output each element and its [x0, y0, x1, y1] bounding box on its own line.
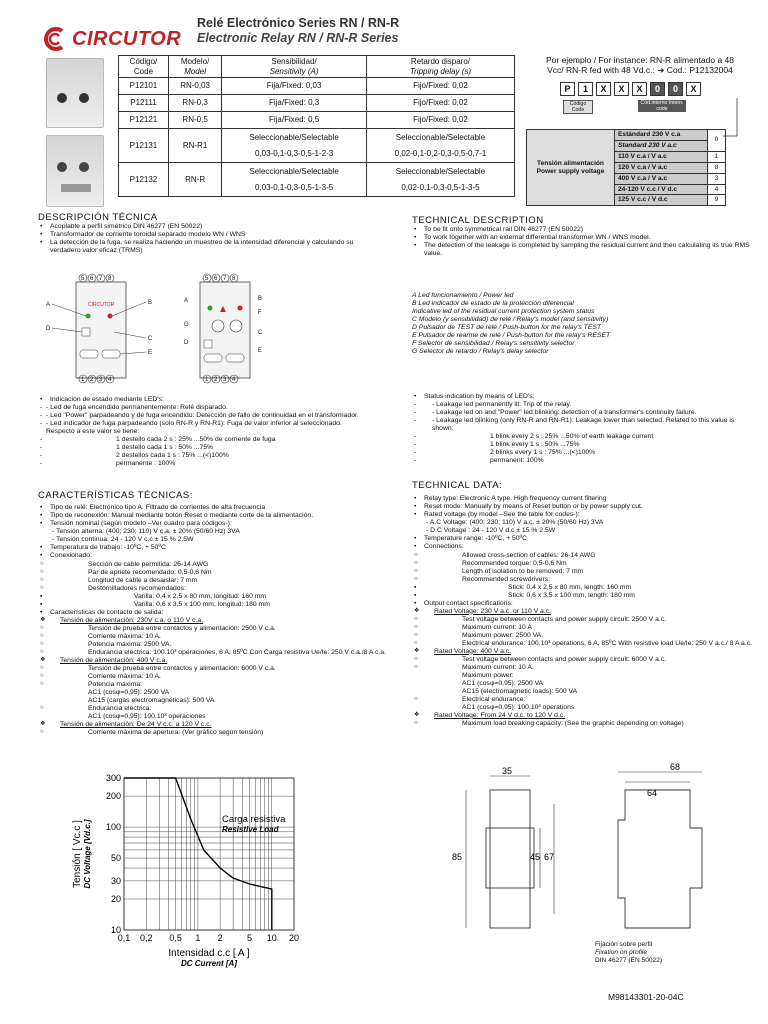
list-item: - 1 destello cada 2 s : 25% ...50% de corriente de fuga — [38, 436, 368, 444]
fixation-note — [595, 941, 662, 965]
list-item: ❖ Tensión de alimentación: De 24 V c.c. a 120 V c.c. — [38, 721, 388, 729]
code-digit: X — [686, 82, 701, 96]
list-item: ○ Tensión de prueba entre contactos y alimentación: 2500 V c.a. — [38, 625, 388, 633]
cell-model: RN-R1 — [168, 129, 221, 163]
svg-text:E: E — [148, 350, 153, 356]
list-item: ○ Longitud de cable a desaislar: 7 mm — [38, 577, 388, 585]
voltage-code: 1 — [708, 151, 726, 162]
list-item: • Output contact specifications: — [412, 600, 757, 608]
svg-text:6: 6 — [90, 276, 94, 282]
cell-sensitivity: Fija/Fixed: 0,3 — [222, 95, 367, 112]
x-axis-label-en: DC Current [A] — [181, 959, 237, 968]
list-item: - 2 blinks every 1 s : 75% ...(<)100% — [412, 449, 752, 457]
x-tick-label: 10 — [266, 933, 277, 943]
voltage-option: 400 V c.a / V a.c — [615, 173, 708, 184]
cell-sensitivity: Seleccionable/Selectable — [222, 163, 367, 180]
table-row — [527, 130, 726, 141]
svg-text:G: G — [184, 322, 189, 328]
voltage-option: Estándard 230 V c.a — [615, 130, 708, 141]
list-item: ○ Test voltage between contacts and power supply circuit: 6000 V a.c. — [412, 656, 757, 664]
list-item: - 1 destello cada 1 s : 50% ...75% — [38, 444, 368, 452]
list-item: AC15 (cargas electromagnéticas): 500 VA — [88, 696, 215, 704]
list-item: AC15 (electromagnetic loads): 500 VA — [462, 687, 578, 695]
legend-item: Indicative led of the residual current protection system status — [412, 308, 595, 316]
legend-item: C Modelo (y sensibilidad) de relé / Relay's model (and sensitivity) — [412, 316, 609, 324]
x-tick-label: 0,2 — [139, 933, 153, 943]
list-item: - - Led de fuga encendido permanentemente: Relé disparado. — [38, 404, 368, 412]
description-list — [412, 226, 752, 258]
voltage-label: Tensión alimentación Power supply voltage — [527, 130, 615, 206]
title-en: Electronic Relay RN / RN-R Series — [197, 31, 399, 45]
cell-sensitivity: Fija/Fixed: 0,5 — [222, 112, 367, 129]
code-boxes — [560, 82, 701, 96]
list-item: ○ Maximum power: 2500 VA. — [412, 632, 757, 640]
title-es: Relé Electrónico Series RN / RN-R — [197, 16, 400, 30]
y-axis-label-en: DC Voltage [Vd.c.] — [83, 819, 92, 889]
table-row — [119, 112, 515, 129]
list-item: ○ Potencia máxima: 2500 VA. — [38, 641, 388, 649]
list-item: - permanente : 100% — [38, 460, 368, 468]
voltage-code: 0 — [708, 130, 726, 152]
code-digit: 0 — [668, 82, 683, 96]
svg-text:8: 8 — [108, 276, 112, 282]
col-header-sensitivity: Sensibilidad/ Sensitivity (A) — [222, 56, 367, 78]
list-item: • Status indication by means of LED's: — [412, 393, 752, 401]
list-item: - - Led indicador de fuga parpadeando (solo RN-R y RN-R1): Fuga de valor inferior al seleccionado. Respecto a este valor se tiene: — [38, 420, 368, 436]
col-header-model: Modelo/ Model — [168, 56, 221, 78]
list-item: • Indicación de estado mediante LED's: — [38, 396, 368, 404]
list-item: - 2 destellos cada 1 s : 75% ...(<)100% — [38, 452, 368, 460]
device-rn-diagram — [46, 274, 153, 383]
list-item: ○ Corriente máxima de apertura: (Ver gráfico según tensión) — [38, 729, 388, 737]
description-en — [412, 215, 752, 258]
list-item: • Reset mode: Manually by means of Reset button or by power supply cut. — [412, 503, 757, 511]
led-legend — [412, 292, 752, 356]
code-digit: X — [614, 82, 629, 96]
svg-text:7: 7 — [99, 276, 103, 282]
table-header-row — [119, 56, 515, 78]
cell-delay: Seleccionable/Selectable — [366, 163, 514, 180]
list-item: ○ Endurancia eléctrica: 100.10³ operaciones, 6 A, 85ºC Con Carga resistiva Ue/Ie: 250 V c.a./8 A c.a. — [38, 649, 388, 657]
code-digit: 1 — [578, 82, 593, 96]
cell-model: RN-0,3 — [168, 95, 221, 112]
device-rn-r-diagram — [184, 274, 263, 383]
section-title: TECHNICAL DATA: — [412, 480, 503, 491]
code-digit: P — [560, 82, 575, 96]
list-item: AC1 (cosφ=0,95): 100.10³ operations — [462, 703, 575, 711]
cell-code: P12131 — [119, 129, 169, 163]
list-item: AC1 (cosφ=0,95): 2500 VA — [88, 688, 170, 696]
list-item: • Tipo de relé: Electrónico tipo A. Filtrado de corrientes de alta frecuencia — [38, 504, 388, 512]
x-tick-label: 5 — [247, 933, 253, 943]
voltage-option: 120 V c.a / V a.c — [615, 162, 708, 173]
svg-text:1: 1 — [81, 377, 85, 383]
list-item: • Connections: — [412, 543, 757, 551]
cell-delay: Fijo/Fixed: 0,02 — [366, 112, 514, 129]
section-title: CARACTERÍSTICAS TÉCNICAS: — [38, 490, 193, 501]
legend-item: B Led indicador de estado de la protección diferencial — [412, 300, 574, 308]
document-code: M98143301-20-04C — [608, 992, 684, 1002]
list-item: ○ Corriente máxima: 10 A. — [38, 633, 388, 641]
col-header-code: Código/ Code — [119, 56, 169, 78]
svg-text:2: 2 — [214, 377, 218, 383]
circutor-logo-icon — [40, 27, 68, 51]
list-item: ○ Par de apriete recomendado: 0,5-0,6 Nm — [38, 569, 388, 577]
list-item: - Tensión alterna: (400; 230; 110) V c.a. ± 20% (50/60 Hz) 3VA — [52, 528, 240, 536]
y-axis-label: Tensión [ Vc.c ] — [72, 820, 83, 888]
cell-delay-range: 0,02-0,1-0,2-0,3-0,5-0,7-1 — [366, 146, 514, 163]
list-item: • La detección de la fuga, se realiza haciendo un muestreo de la intensidad diferencial y calculando su verdadero valor eficaz (TRMS) — [38, 239, 383, 255]
list-item: ○ Sección de cable permitida: 26-14 AWG — [38, 561, 388, 569]
svg-text:C: C — [258, 330, 263, 336]
list-item: • Conexionado: — [38, 552, 388, 560]
list-item: - - Leakage led permanently lit: Trip of the relay. — [412, 401, 752, 409]
list-item: - D.C Voltage : 24 - 120 V d.c ± 15 % 2.5W — [426, 527, 556, 535]
breaking-capacity-chart — [68, 770, 308, 980]
tech-data-en — [412, 480, 757, 728]
x-axis-label: Intensidad c.c [ A ] — [168, 948, 250, 959]
list-item: ○ Electrical endurance: 100.10³ operations, 6 A, 85ºC With resistive load Ue/Ie: 250 V a.c./ 8 A a.c. — [412, 640, 757, 648]
legend-item: F Selector de sensibilidad / Relay's sensitivity selector — [412, 340, 575, 348]
y-tick-label: 20 — [110, 894, 121, 905]
list-item: - 1 blink every 1 s : 50% ...75% — [412, 441, 752, 449]
list-item: - Tensión continua: 24 - 120 V c.c ± 15 % 2.5W — [52, 536, 194, 544]
legend-item: D Pulsador de TEST de relé / Push-button for the relay's TEST — [412, 324, 602, 332]
list-item: ○ Maximum current: 10 A. — [412, 664, 757, 672]
voltage-code: 3 — [708, 173, 726, 184]
cell-delay: Fijo/Fixed: 0,02 — [366, 95, 514, 112]
list-item: ▪ Stick: 0,4 x 2,5 x 80 mm, length: 160 mm — [412, 584, 757, 592]
table-row — [119, 78, 515, 95]
dimensions-drawing — [440, 762, 760, 948]
voltage-code: 9 — [708, 195, 726, 206]
tech-list — [412, 495, 757, 727]
y-tick-label: 50 — [110, 853, 121, 864]
cell-sensitivity-range: 0,03-0,1-0,3-0,5-1-3-5 — [222, 180, 367, 197]
y-tick-label: 100 — [105, 822, 121, 833]
svg-text:4: 4 — [232, 377, 236, 383]
list-item: • Tipo de reconexión: Manual mediante botón Reset o mediante corte de la alimentación. — [38, 512, 388, 520]
list-item: - A.C Voltage: (400; 230; 110) V a.c. ± 20% (50/60 Hz) 3VA — [426, 519, 604, 527]
list-item: ○ Destornilladores recomendados: — [38, 585, 388, 593]
cell-code: P12111 — [119, 95, 169, 112]
svg-text:4: 4 — [108, 377, 112, 383]
svg-text:8: 8 — [232, 276, 236, 282]
cell-code: P12121 — [119, 112, 169, 129]
intern-code-label: Cód.interno Intern. code — [638, 100, 686, 112]
products-table — [118, 55, 515, 197]
list-item: • Acoplable a perfil simétrico DIN 46277 (EN 50022) — [38, 223, 383, 231]
list-item: • To work together with an external differential transformer WN / WNS model. — [412, 234, 752, 242]
list-item: ❖ Tensión de alimentación: 400 V c.a. — [38, 657, 388, 665]
cell-code: P12101 — [119, 78, 169, 95]
svg-text:D: D — [46, 326, 51, 332]
svg-text:A: A — [184, 298, 189, 304]
device-front-diagrams — [40, 268, 280, 390]
svg-text:B: B — [148, 300, 153, 306]
y-tick-label: 30 — [110, 875, 121, 886]
dim-35: 35 — [502, 766, 513, 776]
cell-model: RN-0,5 — [168, 112, 221, 129]
list-item: ○ Test voltage between contacts and power supply circuit: 2500 V a.c. — [412, 616, 757, 624]
cell-model: RN-0,03 — [168, 78, 221, 95]
code-example — [520, 55, 760, 75]
list-item: - permanent: 100% — [412, 457, 752, 465]
tech-list — [38, 504, 388, 736]
page-title — [197, 16, 399, 46]
svg-text:7: 7 — [223, 276, 227, 282]
voltage-option: 24-120 V c.c / V d.c — [615, 184, 708, 195]
list-item: • The detection of the leakage is completed by sampling the residual current and then calculating its true RMS value. — [412, 242, 752, 258]
dim-45: 45 — [530, 852, 541, 862]
svg-text:6: 6 — [214, 276, 218, 282]
brand-logo — [40, 24, 180, 54]
y-tick-label: 200 — [105, 791, 121, 802]
svg-text:5: 5 — [81, 276, 85, 282]
legend-item: A Led funcionamiento / Power led — [412, 292, 514, 299]
list-item: • Temperatura de trabajo: -10ºC, + 50ºC — [38, 544, 388, 552]
list-item: ○ Length of isolation to be removed: 7 mm — [412, 568, 757, 576]
description-list — [38, 223, 383, 255]
x-tick-label: 0,5 — [169, 933, 182, 943]
cell-model: RN-R — [168, 163, 221, 197]
y-tick-label: 10 — [110, 925, 121, 935]
svg-text:A: A — [46, 302, 51, 308]
x-tick-label: 1 — [195, 933, 201, 943]
example-line-2: Vcc/ RN-R fed with 48 Vd.c.: ➔ Cod.: P12132004 — [547, 65, 733, 76]
list-item: • Características de contacto de salida: — [38, 609, 388, 617]
code-digit: X — [632, 82, 647, 96]
list-item: ❖ Rated Voltage: From 24 V d.c. to 120 V d.c. — [412, 712, 757, 720]
cell-sensitivity: Seleccionable/Selectable — [222, 129, 367, 146]
list-item: • To be fit onto symmetrical rail DIN 46277 (EN 50022) — [412, 226, 752, 234]
col-header-delay: Retardo disparo/ Tripping delay (s) — [366, 56, 514, 78]
cell-sensitivity-range: 0,03-0,1-0,3-0,5-1-2-3 — [222, 146, 367, 163]
table-row — [119, 95, 515, 112]
cell-delay: Fijo/Fixed: 0,02 — [366, 78, 514, 95]
svg-text:5: 5 — [205, 276, 209, 282]
list-item: • Rated voltage (by model –See the table for codes-): — [412, 511, 757, 519]
chart-title: Carga resistiva — [222, 814, 286, 825]
description-es — [38, 212, 383, 255]
list-item: • Tensión nominal (según modelo –Ver cuadro para códigos-): — [38, 520, 388, 528]
x-tick-label: 20 — [288, 933, 300, 943]
cell-code: P12132 — [119, 163, 169, 197]
voltage-table — [526, 129, 726, 206]
list-item: ○ Corriente máxima: 10 A. — [38, 673, 388, 681]
voltage-code: 8 — [708, 162, 726, 173]
product-photo-rn — [46, 58, 104, 128]
svg-text:B: B — [258, 296, 263, 302]
list-item: ○ Endurancia eléctrica: — [38, 705, 388, 713]
cell-delay: Seleccionable/Selectable — [366, 129, 514, 146]
list-item: - - Led "Power" parpadeando y de fuga encendido: Detección de fallo de continuidad en el transformador. — [38, 412, 368, 420]
legend-item: G Selector de retardo / Relay's delay selector — [412, 348, 549, 356]
led-status-en — [412, 393, 752, 465]
legend-item: E Pulsador de rearme de relé / Push-button for the relay's RESET — [412, 332, 611, 340]
svg-text:3: 3 — [99, 377, 103, 383]
list-item: • Transformador de corriente toroidal separado modelo WN / WNS — [38, 231, 383, 239]
list-item: ❖ Tensión de alimentación: 230V c.a. o 110 V c.a. — [38, 617, 388, 625]
fixation-din: DIN 46277 (EN 50022) — [595, 956, 663, 964]
list-item: ❖ Rated Voltage: 400 V a.c. — [412, 648, 757, 656]
list-item: ○ Tensión de prueba entre contactos y alimentación: 6000 V c.a. — [38, 665, 388, 673]
svg-text:3: 3 — [223, 377, 227, 383]
voltage-option: 125 V c.c / V d.c — [615, 195, 708, 206]
list-item: ○ Electrical endurance: — [412, 696, 757, 704]
cell-delay-range: 0,02-0,1-0,3-0,5-1-3-5 — [366, 180, 514, 197]
svg-text:C: C — [148, 336, 153, 342]
section-title: TECHNICAL DESCRIPTION — [412, 215, 544, 226]
example-line-1: Por ejemplo / For instance: RN-R alimentado a 48 — [545, 55, 735, 65]
fixation-es: Fijación sobre perfil — [595, 941, 653, 948]
dim-85: 85 — [452, 852, 463, 862]
svg-text:2: 2 — [90, 377, 94, 383]
list-item: ○ Recommended torque: 0,5-0,6 Nm — [412, 560, 757, 568]
list-item: ○ Potencia máxima: — [38, 681, 388, 689]
brand-name: CIRCUTOR — [72, 28, 182, 50]
list-item: - - Leakage led blinking (only RN-R and RN-R1): Leakage lower than selected. Related to this value is shown: — [412, 417, 752, 433]
tech-data-es — [38, 490, 388, 737]
x-tick-label: 2 — [217, 933, 223, 943]
chart-subtitle: Resistive Load — [222, 825, 279, 834]
list-item: ○ Allowed cross-section of cables: 26-14 AWG — [412, 552, 757, 560]
table-row — [119, 163, 515, 180]
list-item: ▪ Stick: 0,6 x 3,5 x 100 mm, length: 180 mm — [412, 592, 757, 600]
list-item: Maximum power: — [462, 671, 514, 679]
svg-text:F: F — [258, 310, 262, 316]
svg-text:D: D — [184, 340, 189, 346]
dim-67: 67 — [544, 852, 555, 862]
svg-text:E: E — [258, 348, 263, 354]
dim-64: 64 — [647, 788, 658, 798]
voltage-option: Standard 230 V a.c — [615, 140, 708, 151]
list-item: ○ Maximum load breaking capacity: (See the graphic depending on voltage) — [412, 720, 757, 728]
cell-sensitivity: Fija/Fixed: 0,03 — [222, 78, 367, 95]
led-status-es — [38, 396, 368, 468]
list-item: ▪ Varilla: 0,4 x 2,5 x 80 mm, longitud: 160 mm — [38, 593, 388, 601]
table-row — [119, 129, 515, 146]
list-item: ❖ Rated Voltage: 230 V a.c. or 110 V a.c. — [412, 608, 757, 616]
code-digit: 0 — [650, 82, 665, 96]
voltage-code: 4 — [708, 184, 726, 195]
product-photo-rn-r — [46, 135, 104, 207]
list-item: • Relay type: Electronic A type. High frequency current filtering — [412, 495, 757, 503]
list-item: • Temperature range: -10ºC, + 50ºC — [412, 535, 757, 543]
list-item: ○ Recommended screwdrivers: — [412, 576, 757, 584]
svg-text:CIRCUTOR: CIRCUTOR — [88, 302, 115, 308]
list-item: - - Leakage led on and "Power" led blinking: detection of a transformer's continuity failure. — [412, 409, 752, 417]
code-digit: X — [596, 82, 611, 96]
list-item: AC1 (cosφ=0,95): 100.10³ operaciones — [88, 712, 206, 720]
fixation-en: Fixation on profile — [595, 948, 648, 956]
code-label: Código Code — [563, 100, 593, 114]
list-item: ▪ Varilla: 0,6 x 3,5 x 100 mm, longitud: 180 mm — [38, 601, 388, 609]
list-item: ○ Maximum current: 10 A — [412, 624, 757, 632]
section-title: DESCRIPCIÓN TÉCNICA — [38, 212, 158, 223]
x-tick-label: 0,1 — [117, 933, 131, 943]
list-item: AC1 (cosφ=0,95): 2500 VA — [462, 679, 544, 687]
dim-68: 68 — [670, 762, 681, 772]
y-tick-label: 300 — [105, 773, 121, 783]
list-item: - 1 blink every 2 s : 25% ...50% of earth leakage current — [412, 433, 752, 441]
svg-text:1: 1 — [205, 377, 209, 383]
voltage-option: 110 V c.a / V a.c — [615, 151, 708, 162]
